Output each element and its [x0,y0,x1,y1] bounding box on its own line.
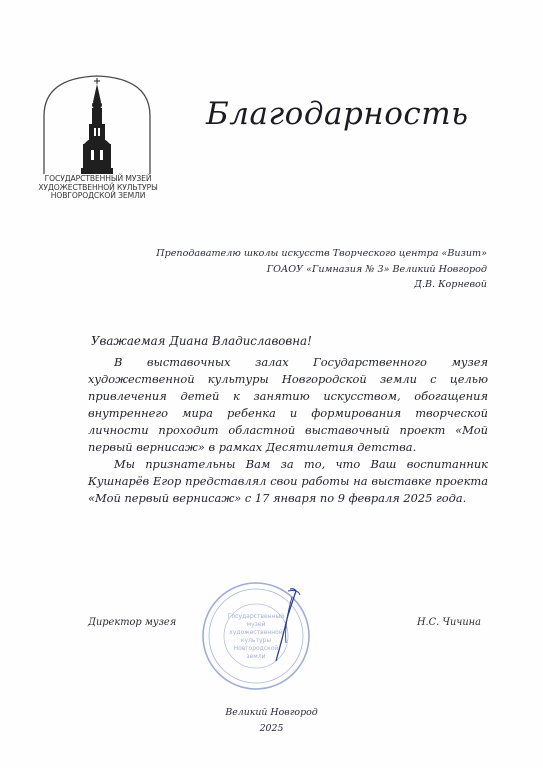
body-paragraph: В выставочных залах Государственного музея художественной культуры Новгородской земли с целью привлечения детей к занятию искусством, обогащения внутреннего мира ребенка и формирования творческой личности проходит областной выставочный проект «Мой первый вернисаж» в рамках Десятилетия детства. [88,355,488,454]
stamp-text: Новгородской [233,645,279,652]
stamp-text: Государственный [227,613,285,620]
greeting: Уважаемая Диана Владиславовна! [91,334,312,348]
body-paragraph: Мы признательны Вам за то, что Ваш воспитанник Кушнарёв Егор представлял свои работы на выставке проекта «Мой первый вернисаж» с 17 января по 9 февраля 2025 года. [88,457,488,505]
logo-line: ХУДОЖЕСТВЕННОЙ КУЛЬТУРЫ [38,182,158,192]
logo-line: НОВГОРОДСКОЙ ЗЕМЛИ [50,191,146,201]
museum-logo-text [38,175,158,201]
document-title: Благодарность [206,96,469,132]
stamp-text: музей [246,621,266,628]
footer [0,705,543,737]
signatory-name: Н.С. Чичина [417,617,481,628]
stamp-text: культуры [240,637,272,644]
addressee-name: Д.В. Корневой [414,279,487,290]
footer-city: Великий Новгород [225,707,318,718]
addressee-block [156,246,487,293]
signatory-role: Директор музея [88,617,177,628]
logo-line: ГОСУДАРСТВЕННЫЙ МУЗЕЙ [44,174,152,183]
stamp-text: художественной [229,629,283,636]
footer-year: 2025 [259,723,284,734]
addressee-line: ГОАОУ «Гимназия № 3» Великий Новгород [266,263,487,275]
stamp-text: земли [246,653,266,660]
handwritten-signature-icon [262,585,312,665]
addressee-line: Преподавателю школы искусств Творческого центра «Визит» [156,248,487,259]
letter-body [88,354,488,507]
